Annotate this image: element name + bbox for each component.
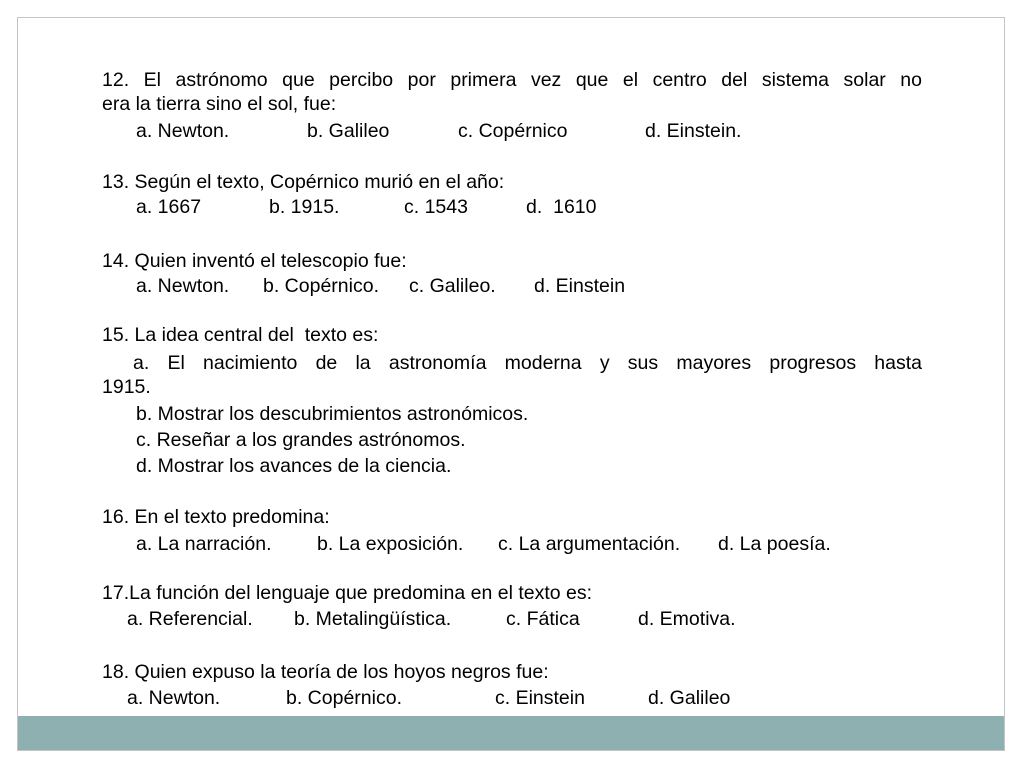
question-16-option-b: b. La exposición.	[317, 533, 464, 555]
question-13-option-d: d. 1610	[526, 196, 597, 218]
question-14-stem: 14. Quien inventó el telescopio fue:	[102, 250, 407, 272]
question-15-stem: 15. La idea central del texto es:	[102, 324, 379, 346]
question-17-option-d: d. Emotiva.	[638, 608, 736, 630]
question-13-stem: 13. Según el texto, Copérnico murió en el año:	[102, 171, 505, 193]
question-15-option-b: b. Mostrar los descubrimientos astronómicos.	[136, 403, 529, 425]
question-16-option-c: c. La argumentación.	[498, 533, 681, 555]
question-17-option-b: b. Metalingüística.	[294, 608, 452, 630]
question-15-option-a-line1: a. El nacimiento de la astronomía moderna y sus mayores progresos hasta	[133, 352, 922, 374]
question-15-option-d: d. Mostrar los avances de la ciencia.	[136, 455, 452, 477]
question-18-option-b: b. Copérnico.	[286, 687, 402, 709]
question-17-option-a: a. Referencial.	[127, 608, 253, 630]
question-12-stem-line1: 12. El astrónomo que percibo por primera vez que el centro del sistema solar no	[102, 69, 922, 91]
question-12-option-b: b. Galileo	[307, 120, 390, 142]
question-18-option-a: a. Newton.	[127, 687, 221, 709]
question-14-option-b: b. Copérnico.	[263, 275, 379, 297]
question-15-option-a-line2: 1915.	[102, 376, 151, 398]
question-17-option-c: c. Fática	[506, 608, 580, 630]
question-12-option-a: a. Newton.	[136, 120, 230, 142]
question-18-option-d: d. Galileo	[648, 687, 731, 709]
question-15-option-c: c. Reseñar a los grandes astrónomos.	[136, 429, 466, 451]
question-13-option-c: c. 1543	[404, 196, 468, 218]
question-13-option-a: a. 1667	[136, 196, 202, 218]
question-16-option-d: d. La poesía.	[718, 533, 831, 555]
question-12-option-d: d. Einstein.	[645, 120, 742, 142]
question-14-option-a: a. Newton.	[136, 275, 230, 297]
question-12-option-c: c. Copérnico	[458, 120, 568, 142]
question-16-stem: 16. En el texto predomina:	[102, 506, 330, 528]
question-12-stem-line2: era la tierra sino el sol, fue:	[102, 93, 337, 115]
question-17-stem: 17.La función del lenguaje que predomina en el texto es:	[102, 582, 593, 604]
question-14-option-d: d. Einstein	[534, 275, 626, 297]
footer-bar	[18, 716, 1004, 750]
question-18-option-c: c. Einstein	[495, 687, 585, 709]
question-13-option-b: b. 1915.	[269, 196, 340, 218]
question-14-option-c: c. Galileo.	[409, 275, 496, 297]
question-18-stem: 18. Quien expuso la teoría de los hoyos negros fue:	[102, 661, 549, 683]
question-16-option-a: a. La narración.	[136, 533, 272, 555]
slide	[17, 17, 1005, 751]
